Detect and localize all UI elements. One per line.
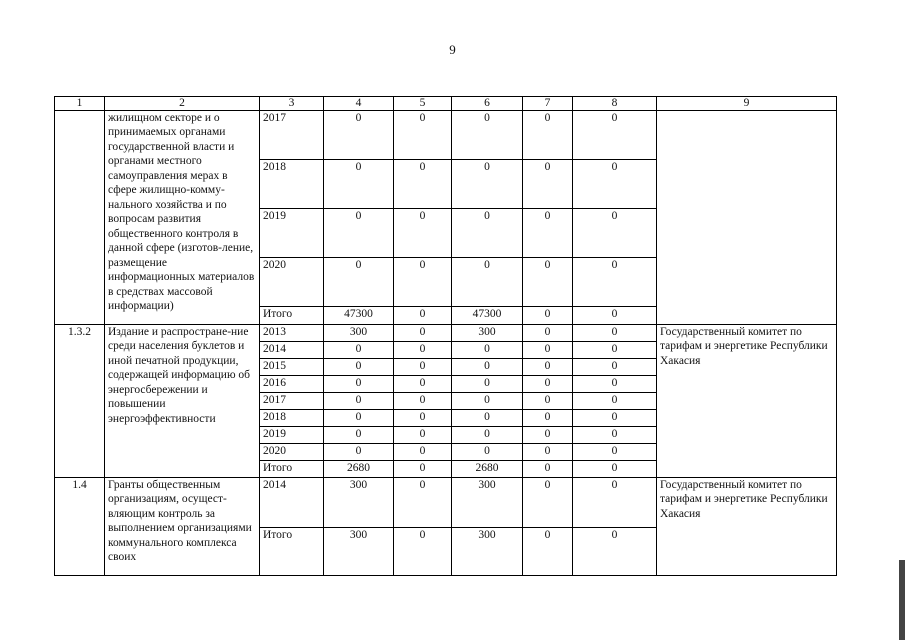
value-cell: 0 xyxy=(394,307,452,325)
item-number: 1.3.2 xyxy=(55,325,105,478)
value-cell: 0 xyxy=(573,461,657,478)
header-col-9: 9 xyxy=(657,97,837,111)
value-cell: 300 xyxy=(452,528,523,576)
organization-cell xyxy=(657,111,837,325)
value-cell: 0 xyxy=(573,376,657,393)
year-cell: 2013 xyxy=(260,325,324,342)
value-cell: 0 xyxy=(573,478,657,528)
value-cell: 0 xyxy=(573,444,657,461)
value-cell: 2680 xyxy=(324,461,394,478)
value-cell: 0 xyxy=(324,111,394,160)
value-cell: 0 xyxy=(452,359,523,376)
value-cell: 0 xyxy=(523,376,573,393)
value-cell: 0 xyxy=(324,410,394,427)
value-cell: 0 xyxy=(523,528,573,576)
table-row xyxy=(55,478,837,528)
year-cell: 2017 xyxy=(260,393,324,410)
value-cell: 0 xyxy=(324,209,394,258)
value-cell: 0 xyxy=(394,111,452,160)
table-row xyxy=(55,325,837,342)
organization-cell: Государственный комитет по тарифам и энергетике Республики Хакасия xyxy=(657,325,837,478)
value-cell: 0 xyxy=(452,376,523,393)
item-number: 1.4 xyxy=(55,478,105,576)
value-cell: 0 xyxy=(452,444,523,461)
value-cell: 0 xyxy=(452,209,523,258)
value-cell: 0 xyxy=(324,376,394,393)
value-cell: 0 xyxy=(452,393,523,410)
value-cell: 0 xyxy=(394,444,452,461)
year-cell: 2019 xyxy=(260,209,324,258)
item-description: жилищном секторе и о принимаемых органами государственной власти и органами местного самоуправления мерах в сфере жилищно-комму-нального хозяйства и по вопросам развития общественного контроля в данной сфере (изготов-ление, размещение информационных материалов в средствах массовой информации) xyxy=(105,111,260,325)
header-col-4: 4 xyxy=(324,97,394,111)
value-cell: 0 xyxy=(523,461,573,478)
table-row xyxy=(55,111,837,160)
value-cell: 0 xyxy=(324,160,394,209)
value-cell: 0 xyxy=(523,160,573,209)
value-cell: 0 xyxy=(573,325,657,342)
value-cell: 0 xyxy=(573,427,657,444)
value-cell: 0 xyxy=(452,410,523,427)
value-cell: 47300 xyxy=(452,307,523,325)
value-cell: 0 xyxy=(394,528,452,576)
value-cell: 0 xyxy=(573,410,657,427)
value-cell: 0 xyxy=(523,258,573,307)
value-cell: 0 xyxy=(573,258,657,307)
value-cell: 0 xyxy=(394,376,452,393)
scan-edge-shadow xyxy=(899,560,905,640)
value-cell: 0 xyxy=(523,359,573,376)
value-cell: 0 xyxy=(324,258,394,307)
organization-cell: Государственный комитет по тарифам и энергетике Республики Хакасия xyxy=(657,478,837,576)
value-cell: 0 xyxy=(394,325,452,342)
item-description: Издание и распростране-ние среди населения буклетов и иной печатной продукции, содержащей информацию об энергосбережении и повышении энергоэффективности xyxy=(105,325,260,478)
header-col-1: 1 xyxy=(55,97,105,111)
year-cell: 2014 xyxy=(260,342,324,359)
value-cell: 0 xyxy=(573,160,657,209)
value-cell: 0 xyxy=(394,258,452,307)
value-cell: 0 xyxy=(394,427,452,444)
header-col-5: 5 xyxy=(394,97,452,111)
year-cell: 2016 xyxy=(260,376,324,393)
value-cell: 0 xyxy=(523,427,573,444)
value-cell: 0 xyxy=(573,342,657,359)
value-cell: 0 xyxy=(523,325,573,342)
value-cell: 300 xyxy=(324,478,394,528)
item-description: Гранты общественным организациям, осущест-вляющим контроль за выполнением организациями коммунального комплекса своих xyxy=(105,478,260,576)
value-cell: 2680 xyxy=(452,461,523,478)
year-cell: 2020 xyxy=(260,444,324,461)
value-cell: 0 xyxy=(523,393,573,410)
value-cell: 0 xyxy=(452,427,523,444)
value-cell: 0 xyxy=(324,393,394,410)
value-cell: 0 xyxy=(394,410,452,427)
header-col-2: 2 xyxy=(105,97,260,111)
year-cell: 2015 xyxy=(260,359,324,376)
value-cell: 0 xyxy=(394,160,452,209)
value-cell: 0 xyxy=(573,209,657,258)
value-cell: 0 xyxy=(452,160,523,209)
year-cell: Итого xyxy=(260,528,324,576)
value-cell: 300 xyxy=(324,528,394,576)
year-cell: 2020 xyxy=(260,258,324,307)
year-cell: 2018 xyxy=(260,410,324,427)
value-cell: 0 xyxy=(324,427,394,444)
value-cell: 0 xyxy=(452,342,523,359)
value-cell: 0 xyxy=(394,393,452,410)
value-cell: 47300 xyxy=(324,307,394,325)
value-cell: 0 xyxy=(394,461,452,478)
value-cell: 0 xyxy=(452,258,523,307)
value-cell: 0 xyxy=(324,359,394,376)
value-cell: 0 xyxy=(394,359,452,376)
year-cell: Итого xyxy=(260,461,324,478)
header-col-6: 6 xyxy=(452,97,523,111)
value-cell: 0 xyxy=(573,359,657,376)
value-cell: 0 xyxy=(324,342,394,359)
header-row xyxy=(55,97,837,111)
page-number: 9 xyxy=(449,42,456,57)
year-cell: 2014 xyxy=(260,478,324,528)
value-cell: 0 xyxy=(523,444,573,461)
header-col-3: 3 xyxy=(260,97,324,111)
header-col-8: 8 xyxy=(573,97,657,111)
item-number-cell xyxy=(55,111,105,325)
value-cell: 300 xyxy=(452,478,523,528)
value-cell: 0 xyxy=(394,209,452,258)
program-table xyxy=(54,96,837,576)
value-cell: 0 xyxy=(324,444,394,461)
value-cell: 300 xyxy=(324,325,394,342)
header-col-7: 7 xyxy=(523,97,573,111)
value-cell: 300 xyxy=(452,325,523,342)
year-cell: 2017 xyxy=(260,111,324,160)
year-cell: 2019 xyxy=(260,427,324,444)
value-cell: 0 xyxy=(573,528,657,576)
value-cell: 0 xyxy=(523,410,573,427)
value-cell: 0 xyxy=(394,342,452,359)
value-cell: 0 xyxy=(523,478,573,528)
value-cell: 0 xyxy=(573,307,657,325)
value-cell: 0 xyxy=(573,393,657,410)
value-cell: 0 xyxy=(394,478,452,528)
year-cell: 2018 xyxy=(260,160,324,209)
year-cell: Итого xyxy=(260,307,324,325)
value-cell: 0 xyxy=(452,111,523,160)
value-cell: 0 xyxy=(573,111,657,160)
value-cell: 0 xyxy=(523,307,573,325)
value-cell: 0 xyxy=(523,111,573,160)
value-cell: 0 xyxy=(523,342,573,359)
value-cell: 0 xyxy=(523,209,573,258)
